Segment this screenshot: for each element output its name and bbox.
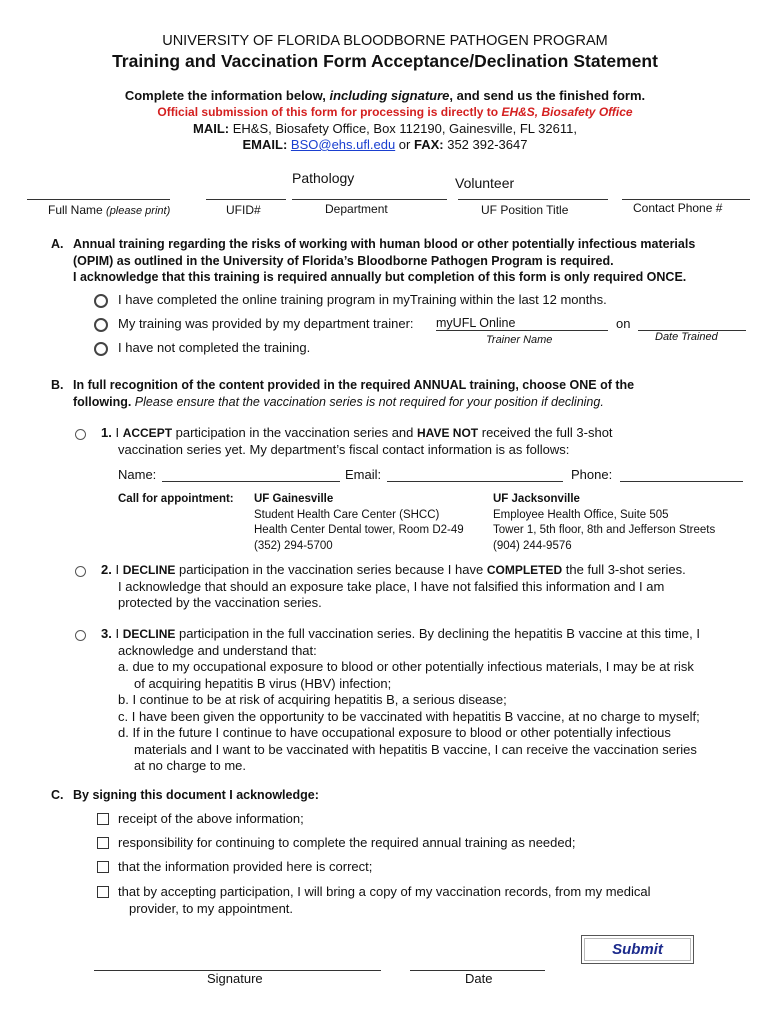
training-completed-radio[interactable]: [94, 294, 108, 308]
section-b-text: In full recognition of the content provided in the required ANNUAL training, choose ONE of the following. Please ensure that the vaccination series is not required for your position if declining.: [73, 378, 635, 409]
official-em: EH&S, Biosafety Office: [501, 105, 633, 119]
decline-completed-radio[interactable]: [75, 566, 86, 577]
uf-gainesville-block: UF Gainesville Student Health Care Center (SHCC) Health Center Dental tower, Room D2-49 (352) 294-5700: [254, 493, 464, 552]
email-label: EMAIL:: [242, 137, 288, 152]
ufid-underline: [206, 199, 286, 200]
submit-button[interactable]: Submit: [581, 935, 694, 964]
program-name: UNIVERSITY OF FLORIDA BLOODBORNE PATHOGEN PROGRAM: [162, 33, 608, 49]
mail-value: EH&S, Biosafety Office, Box 112190, Gainesville, FL 32611,: [229, 121, 577, 136]
date-trained-field[interactable]: [638, 316, 746, 330]
accept-vaccination-radio[interactable]: [75, 429, 86, 440]
fiscal-email-field[interactable]: [387, 467, 563, 481]
uf-jacksonville-block: UF Jacksonville Employee Health Office, Suite 505 Tower 1, 5th floor, 8th and Jefferson Streets (904) 244-9576: [493, 493, 716, 552]
fax-value: 352 392-3647: [443, 137, 528, 152]
ufid-field[interactable]: [206, 186, 286, 200]
fiscal-phone-underline: [620, 481, 743, 482]
training-not-completed-radio[interactable]: [94, 342, 108, 356]
fiscal-name-label: Name:: [118, 467, 157, 482]
date-field[interactable]: [410, 955, 545, 971]
training-by-trainer-label: My training was provided by my department trainer:: [118, 316, 414, 331]
signature-label: Signature: [207, 971, 263, 986]
fiscal-email-label: Email:: [345, 467, 382, 482]
ack-training-checkbox[interactable]: [97, 837, 109, 849]
ack-records-label: that by accepting participation, I will bring a copy of my vaccination records, from my medical provider, to my appointment.: [118, 884, 651, 916]
form-title: Training and Vaccination Form Acceptance/Declination Statement: [112, 51, 658, 71]
email-line: [0, 137, 770, 152]
on-label: on: [616, 316, 631, 331]
decline-vaccination-radio[interactable]: [75, 630, 86, 641]
fiscal-phone-label: Phone:: [571, 467, 613, 482]
ack-receipt-checkbox[interactable]: [97, 813, 109, 825]
phone-underline: [622, 199, 750, 200]
email-link[interactable]: BSO@ehs.ufl.edu: [290, 137, 396, 152]
date-trained-label: Date Trained: [655, 331, 718, 343]
department-field[interactable]: Pathology: [292, 170, 355, 186]
position-label: UF Position Title: [481, 203, 569, 217]
section-b-letter: B.: [51, 378, 64, 392]
mail-line: [0, 121, 770, 136]
accept-vaccination-text: 1. I ACCEPT participation in the vaccination series and HAVE NOT received the full 3-shot vaccination series yet. My department’s fiscal contact information is as follows:: [101, 425, 613, 457]
ack-records-checkbox[interactable]: [97, 886, 109, 898]
contact-phone-field[interactable]: [622, 186, 750, 200]
phone-label: Contact Phone #: [633, 201, 723, 215]
department-underline: [292, 199, 447, 200]
ack-correct-checkbox[interactable]: [97, 861, 109, 873]
position-underline: [458, 199, 608, 200]
fiscal-email-underline: [387, 481, 563, 482]
fiscal-name-underline: [162, 481, 340, 482]
fiscal-name-field[interactable]: [162, 467, 340, 481]
date-label: Date: [465, 971, 493, 986]
instruction-em: including signature: [329, 88, 450, 103]
instruction-line: [0, 88, 770, 103]
position-field[interactable]: Volunteer: [455, 175, 515, 191]
ufid-label: UFID#: [226, 203, 261, 217]
section-c-letter: C.: [51, 788, 64, 802]
full-name-field[interactable]: [27, 186, 170, 200]
fax-label: FAX:: [413, 137, 444, 152]
trainer-name-label: Trainer Name: [486, 334, 553, 346]
training-not-completed-label: I have not completed the training.: [118, 340, 311, 355]
ack-training-label: responsibility for continuing to complete the required annual training as needed;: [118, 835, 576, 850]
section-a-letter: A.: [51, 237, 64, 251]
training-by-trainer-radio[interactable]: [94, 318, 108, 332]
full-name-underline: [27, 199, 170, 200]
email-or: or: [395, 137, 414, 152]
trainer-name-field[interactable]: myUFL Online: [436, 316, 516, 330]
ack-receipt-label: receipt of the above information;: [118, 811, 304, 826]
official-submission-note: [0, 105, 770, 119]
call-for-appointment-label: Call for appointment:: [118, 493, 234, 505]
decline-vaccination-text: 3. I DECLINE participation in the full vaccination series. By declining the hepatitis B vaccine at this time, I acknowledge and understand that: a. due to my occupational exposure to blood or other potentially infectious materials, I may be at risk of acquiring hepatitis B virus (HBV) infection; b. I continue to be at risk of acquiring hepatitis B, a serious disease; c. I have been given the opportunity to be vaccinated with hepatitis B vaccine, at no charge to myself; d. If in the future I continue to have occupational exposure to blood or other potentially infectious materials and I want to be vaccinated with hepatitis B vaccine, I can receive the vaccination series at no charge to me.: [101, 626, 700, 773]
decline-completed-text: 2. I DECLINE participation in the vaccination series because I have COMPLETED the full 3-shot series. I acknowledge that should an exposure take place, I have not falsified this information and I am protected by the vaccination series.: [101, 562, 686, 610]
trainer-underline: [436, 330, 608, 331]
full-name-label: Full Name (please print): [48, 203, 171, 217]
ack-correct-label: that the information provided here is correct;: [118, 859, 373, 874]
signature-field[interactable]: [94, 955, 381, 971]
training-completed-label: I have completed the online training program in myTraining within the last 12 months.: [118, 292, 607, 307]
mail-label: MAIL:: [193, 121, 230, 136]
section-c-heading: By signing this document I acknowledge:: [73, 788, 319, 802]
section-a-text: Annual training regarding the risks of working with human blood or other potentially infectious materials (OPIM) as outlined in the University of Florida’s Bloodborne Pathogen Program is required. I acknowledge that this training is required annually but completion of this form is only required ONCE.: [73, 237, 696, 284]
official-pre: Official submission of this form for processing is directly to: [157, 105, 502, 119]
instruction-post: , and send us the finished form.: [449, 88, 646, 103]
department-label: Department: [325, 202, 388, 216]
fiscal-phone-field[interactable]: [620, 467, 743, 481]
instruction-pre: Complete the information below,: [124, 88, 330, 103]
